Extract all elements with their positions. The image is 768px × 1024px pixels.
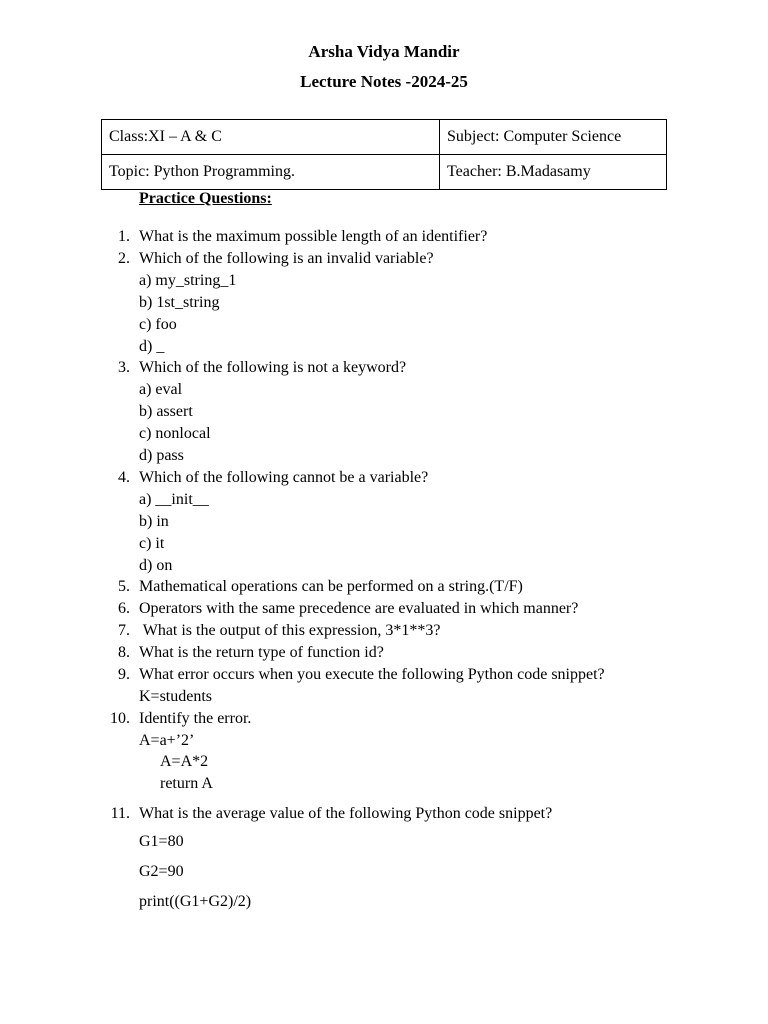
option-text: d) _ bbox=[139, 338, 165, 355]
code-line: K=students bbox=[139, 688, 213, 705]
question-number: 1. bbox=[118, 228, 130, 245]
option-text: a) eval bbox=[139, 381, 183, 398]
question-number: 2. bbox=[118, 250, 130, 267]
question-text: Which of the following is not a keyword? bbox=[139, 359, 407, 376]
school-name: Arsha Vidya Mandir bbox=[308, 42, 460, 61]
question-text: What is the return type of function id? bbox=[139, 644, 384, 661]
teacher-cell: Teacher: B.Madasamy bbox=[440, 155, 667, 190]
option-text: c) it bbox=[139, 535, 165, 552]
class-cell: Class:XI – A & C bbox=[102, 120, 440, 155]
question-text: Operators with the same precedence are evaluated in which manner? bbox=[139, 600, 579, 617]
option-text: b) in bbox=[139, 513, 169, 530]
practice-heading: Practice Questions: bbox=[139, 190, 272, 207]
option-text: b) assert bbox=[139, 403, 193, 420]
option-text: c) foo bbox=[139, 316, 177, 333]
code-line: print((G1+G2)/2) bbox=[139, 893, 252, 910]
topic-cell: Topic: Python Programming. bbox=[102, 155, 440, 190]
question-number: 9. bbox=[118, 666, 130, 683]
code-line: A=A*2 bbox=[160, 753, 209, 770]
option-text: a) __init__ bbox=[139, 491, 209, 508]
question-text: What is the average value of the following Python code snippet? bbox=[139, 805, 553, 822]
info-table bbox=[101, 119, 667, 190]
question-number: 7. bbox=[118, 622, 130, 639]
subject-cell: Subject: Computer Science bbox=[440, 120, 667, 155]
question-number: 11. bbox=[110, 805, 130, 822]
question-text: What error occurs when you execute the following Python code snippet? bbox=[139, 666, 605, 683]
question-number: 8. bbox=[118, 644, 130, 661]
info-row bbox=[102, 120, 667, 155]
question-text: What is the output of this expression, 3*1**3? bbox=[139, 622, 441, 639]
question-number: 6. bbox=[118, 600, 130, 617]
option-text: d) on bbox=[139, 557, 173, 574]
option-text: b) 1st_string bbox=[139, 294, 220, 311]
option-text: d) pass bbox=[139, 447, 184, 464]
question-text: Which of the following is an invalid variable? bbox=[139, 250, 434, 267]
question-number: 4. bbox=[118, 469, 130, 486]
option-text: a) my_string_1 bbox=[139, 272, 237, 289]
question-number: 3. bbox=[118, 359, 130, 376]
question-number: 10. bbox=[110, 710, 130, 727]
question-text: Identify the error. bbox=[139, 710, 252, 727]
code-line: G1=80 bbox=[139, 833, 184, 850]
question-text: Mathematical operations can be performed on a string.(T/F) bbox=[139, 578, 523, 595]
option-text: c) nonlocal bbox=[139, 425, 211, 442]
lecture-notes-title: Lecture Notes -2024-25 bbox=[300, 72, 468, 91]
code-line: return A bbox=[160, 775, 213, 792]
code-line: G2=90 bbox=[139, 863, 184, 880]
question-text: Which of the following cannot be a variable? bbox=[139, 469, 429, 486]
info-row bbox=[102, 155, 667, 190]
question-number: 5. bbox=[118, 578, 130, 595]
code-line: A=a+’2’ bbox=[139, 732, 195, 749]
question-text: What is the maximum possible length of an identifier? bbox=[139, 228, 488, 245]
